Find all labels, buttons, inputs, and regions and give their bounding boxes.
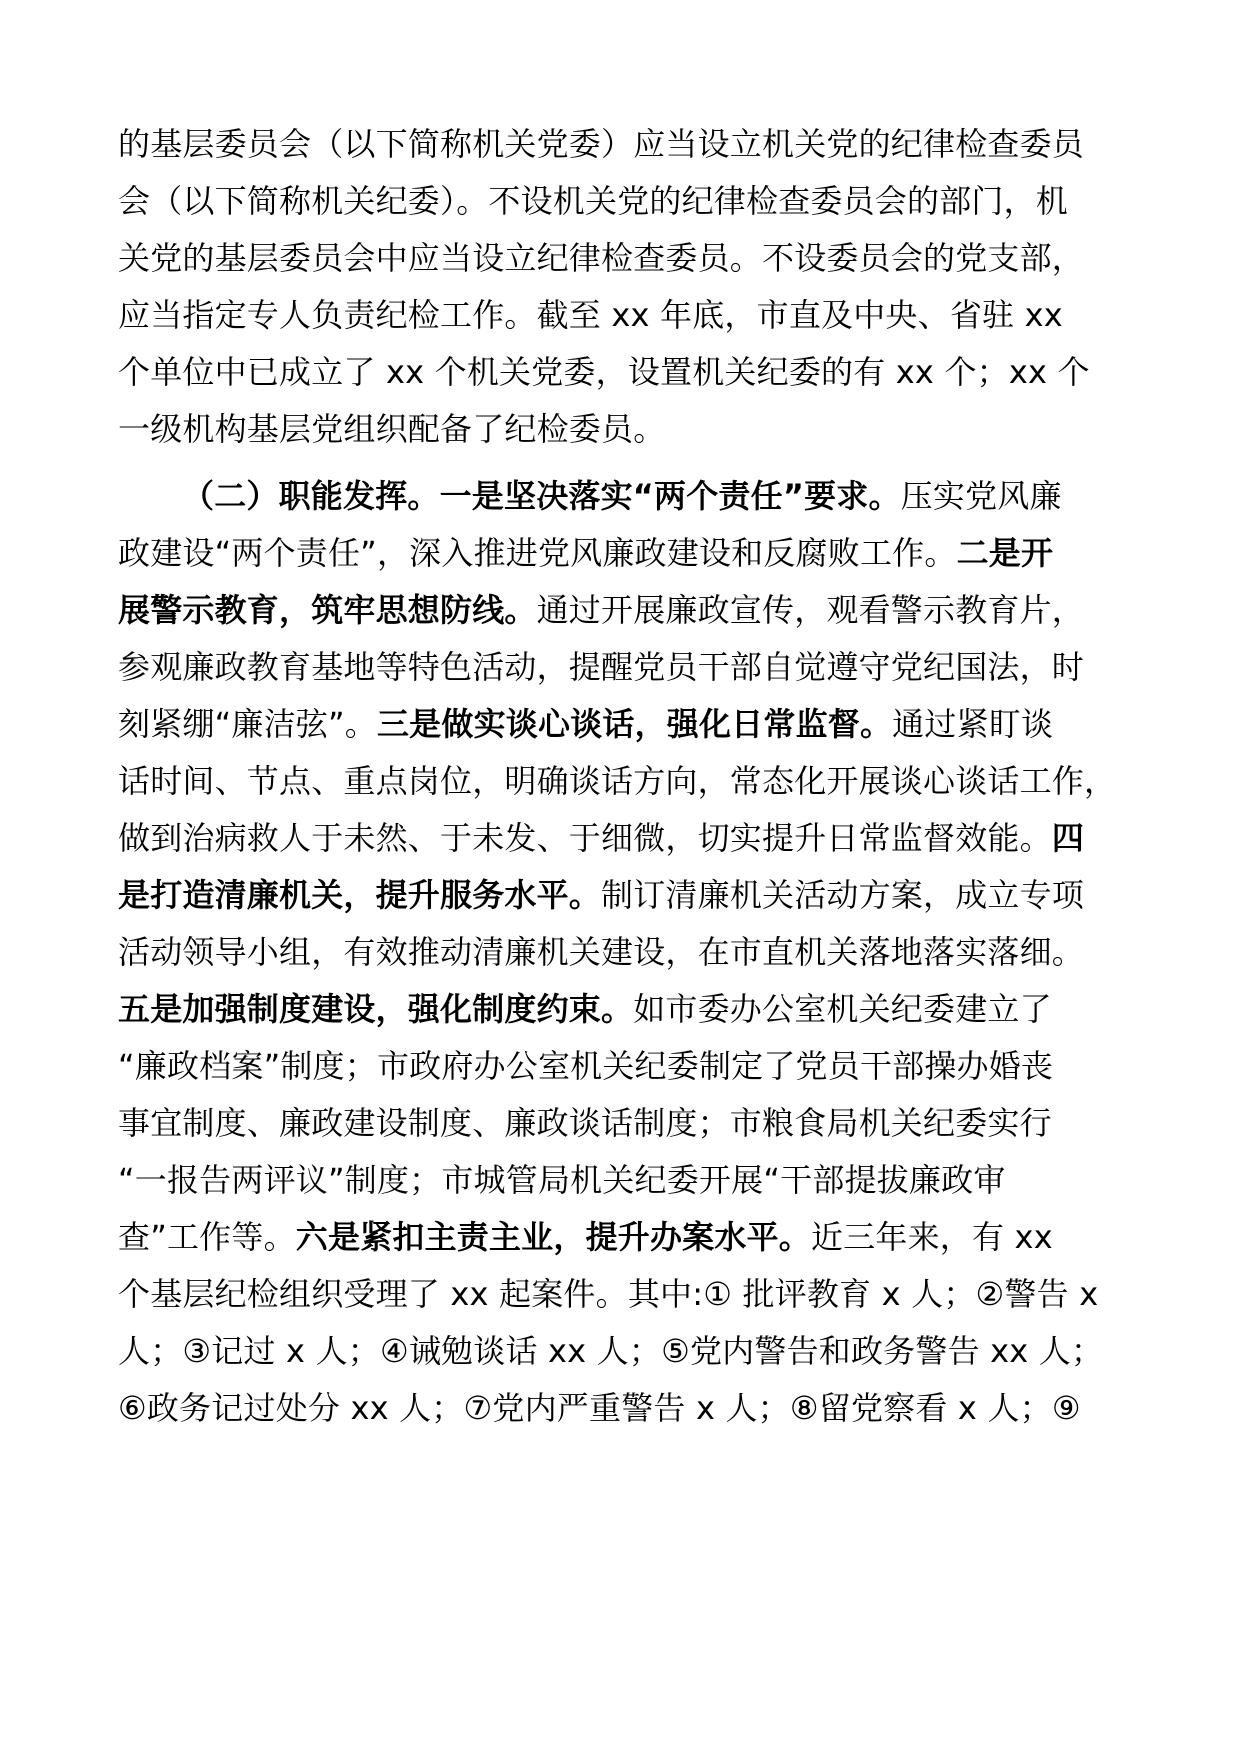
text-line <box>118 1388 1081 1428</box>
text-line <box>118 295 1063 335</box>
bold-heading: 是打造清廉机关，提升服务水平。 <box>118 876 602 914</box>
bold-heading: 五是加强制度建设，强化制度约束。 <box>118 990 634 1028</box>
text-line <box>118 352 1090 392</box>
text-line <box>118 124 1084 164</box>
text-segment: 如市委办公室机关纪委建立了 <box>633 990 1052 1028</box>
text-segment: 通过开展廉政宣传，观看警示教育片， <box>536 591 1085 629</box>
text-line <box>118 1103 1052 1143</box>
bold-heading: 展警示教育，筑牢思想防线。 <box>118 591 537 629</box>
text-segment: 人；③记过 x 人；④诫勉谈话 xx 人；⑤党内警告和政务警告 xx 人； <box>118 1332 1104 1370</box>
text-segment: 近三年来，有 xx <box>810 1218 1053 1256</box>
text-line <box>118 761 1116 801</box>
text-segment: “一报告两评议”制度；市城管局机关纪委开展“干部提拔廉政审 <box>118 1161 1006 1199</box>
text-segment: 做到治病救人于未然、于未发、于细微，切实提升日常监督效能。 <box>118 819 1052 857</box>
text-line <box>118 932 1084 972</box>
text-line <box>118 533 1053 573</box>
text-line <box>118 1046 1053 1086</box>
bold-heading: 四 <box>1051 819 1085 857</box>
text-segment: 压实党风廉 <box>900 477 1062 515</box>
text-line <box>118 818 1084 858</box>
text-segment: 应当指定专人负责纪检工作。截至 xx 年底，市直及中央、省驻 xx <box>118 296 1063 334</box>
text-segment: 刻紧绷“廉洁弦”。 <box>118 705 377 743</box>
bold-heading: （二）职能发挥。一是坚决落实“两个责任”要求。 <box>182 477 901 515</box>
text-line <box>118 238 1084 278</box>
text-line <box>118 1331 1103 1371</box>
text-segment: 会（以下简称机关纪委）。不设机关党的纪律检查委员会的部门，机 <box>118 182 1069 220</box>
text-segment: 政建设“两个责任”，深入推进党风廉政建设和反腐败工作。 <box>118 534 957 572</box>
text-segment: 的基层委员会（以下简称机关党委）应当设立机关党的纪律检查委员 <box>118 125 1085 163</box>
text-line <box>118 590 1084 630</box>
text-segment: 个单位中已成立了 xx 个机关党委，设置机关纪委的有 xx 个；xx 个 <box>118 353 1090 391</box>
text-segment: 制订清廉机关活动方案，成立专项 <box>601 876 1085 914</box>
text-line <box>118 704 1053 744</box>
bold-heading: 三是做实谈心谈话，强化日常监督。 <box>376 705 893 743</box>
text-segment: 通过紧盯谈 <box>892 705 1054 743</box>
text-line <box>118 181 1068 221</box>
text-segment: 关党的基层委员会中应当设立纪律检查委员。不设委员会的党支部， <box>118 239 1085 277</box>
text-line <box>118 989 1052 1029</box>
text-line <box>118 409 665 449</box>
text-segment: 查”工作等。 <box>118 1218 296 1256</box>
text-segment: “廉政档案”制度；市政府办公室机关纪委制定了党员干部操办婚丧 <box>118 1047 1054 1085</box>
text-segment: 话时间、节点、重点岗位，明确谈话方向，常态化开展谈心谈话工作， <box>118 762 1117 800</box>
bold-heading: 二是开 <box>956 534 1054 572</box>
text-line <box>118 875 1084 915</box>
text-segment: ⑥政务记过处分 xx 人；⑦党内严重警告 x 人；⑧留党察看 x 人；⑨ <box>118 1389 1081 1427</box>
text-line <box>118 1217 1053 1257</box>
text-line <box>118 1274 1098 1314</box>
text-segment: 活动领导小组，有效推动清廉机关建设，在市直机关落地落实落细。 <box>118 933 1085 971</box>
text-segment: 事宜制度、廉政建设制度、廉政谈话制度；市粮食局机关纪委实行 <box>118 1104 1052 1142</box>
text-segment: 参观廉政教育基地等特色活动，提醒党员干部自觉遵守党纪国法，时 <box>118 648 1085 686</box>
text-segment: 一级机构基层党组织配备了纪检委员。 <box>118 410 666 448</box>
section-heading-line <box>182 476 1062 516</box>
text-line <box>118 1160 1006 1200</box>
text-segment: 个基层纪检组织受理了 xx 起案件。其中:① 批评教育 x 人；②警告 x <box>118 1275 1099 1313</box>
bold-heading: 六是紧扣主责主业，提升办案水平。 <box>295 1218 811 1256</box>
text-line <box>118 647 1084 687</box>
